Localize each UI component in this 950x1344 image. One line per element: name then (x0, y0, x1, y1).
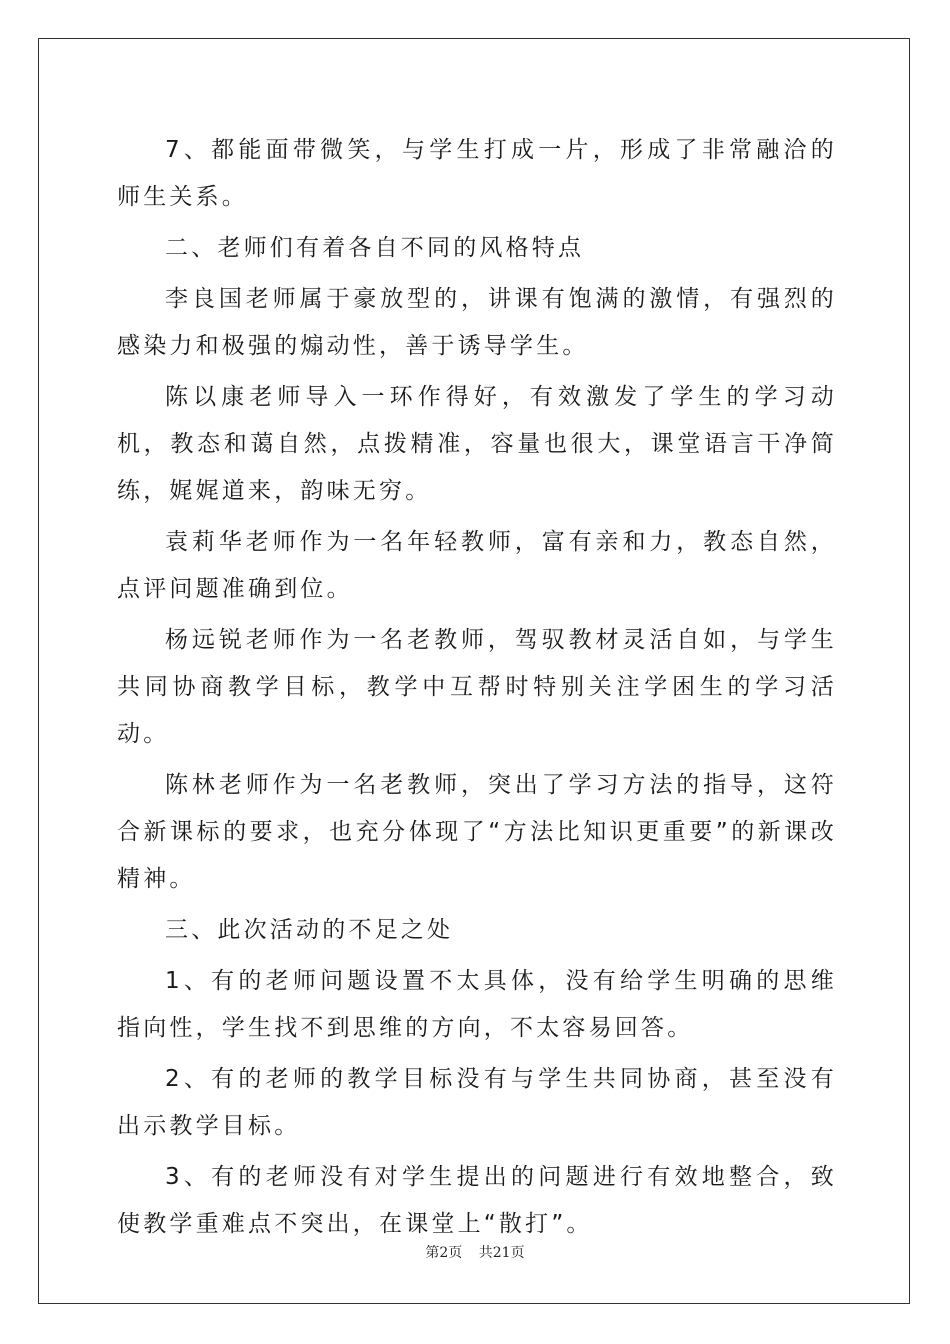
paragraph: 陈林老师作为一名老教师，突出了学习方法的指导，这符合新课标的要求，也充分体现了“方法比知识更重要”的新课改精神。 (117, 772, 837, 892)
paragraph: 杨远锐老师作为一名老教师，驾驭教材灵活自如，与学生共同协商教学目标，教学中互帮时特别关注学困生的学习活动。 (117, 627, 837, 747)
page-number: 第2页 (425, 1245, 463, 1261)
paragraph: 李良国老师属于豪放型的，讲课有饱满的激情，有强烈的感染力和极强的煽动性，善于诱导学生。 (117, 286, 837, 359)
section-heading: 二、老师们有着各自不同的风格特点 (165, 235, 585, 261)
paragraph: 1、有的老师问题设置不太具体，没有给学生明确的思维指向性，学生找不到思维的方向，不太容易回答。 (117, 968, 837, 1041)
page-total: 共21页 (478, 1245, 525, 1261)
paragraph: 3、有的老师没有对学生提出的问题进行有效地整合，致使教学重难点不突出，在课堂上“散打”。 (117, 1164, 837, 1237)
section-heading: 三、此次活动的不足之处 (165, 917, 454, 943)
paragraph: 陈以康老师导入一环作得好，有效激发了学生的学习动机，教态和蔼自然，点拨精准，容量也很大，课堂语言干净简练，娓娓道来，韵味无穷。 (117, 384, 837, 504)
page-footer (0, 1242, 950, 1262)
document-body (117, 127, 837, 1252)
paragraph: 7、都能面带微笑，与学生打成一片，形成了非常融洽的师生关系。 (117, 137, 837, 210)
paragraph: 袁莉华老师作为一名年轻教师，富有亲和力，教态自然，点评问题准确到位。 (117, 529, 837, 602)
paragraph: 2、有的老师的教学目标没有与学生共同协商，甚至没有出示教学目标。 (117, 1066, 837, 1139)
